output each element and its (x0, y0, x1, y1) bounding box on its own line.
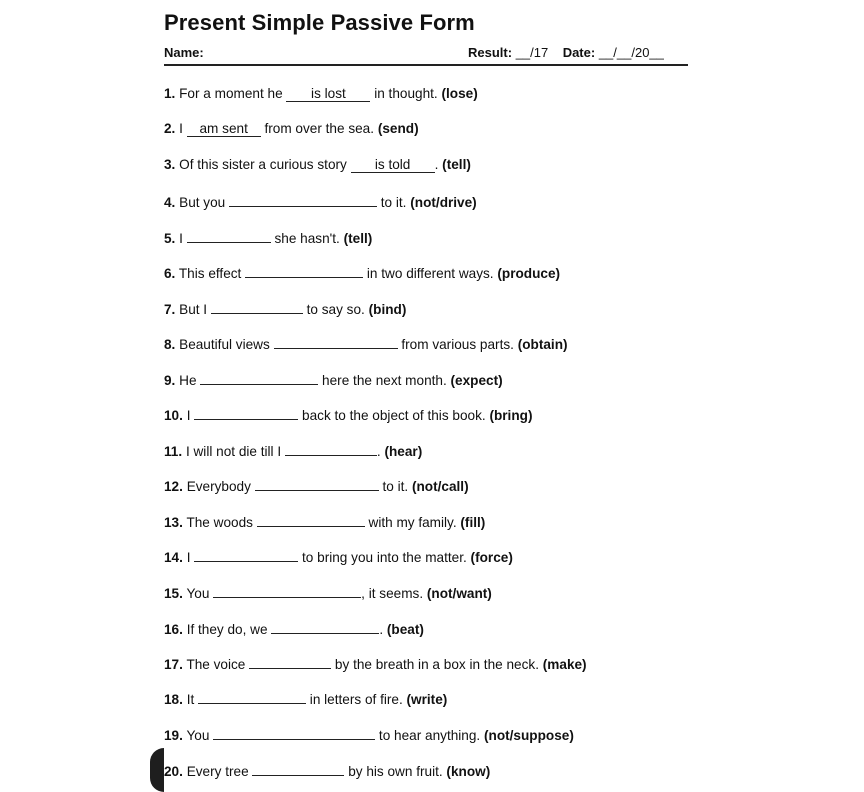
question-text-before: But I (179, 302, 211, 317)
name-label: Name: (164, 45, 204, 60)
verb-hint: (not/drive) (410, 195, 477, 210)
result-value: __/17 (515, 45, 549, 60)
question-item (164, 547, 513, 566)
question-number: 1. (164, 86, 176, 101)
question-item (164, 512, 485, 531)
verb-hint: (bring) (489, 408, 533, 423)
header-divider (164, 64, 688, 66)
question-text-before: If they do, we (186, 622, 272, 637)
question-item (164, 228, 372, 247)
question-text-after: in thought. (370, 86, 438, 101)
question-item (164, 334, 568, 353)
verb-hint: (tell) (442, 157, 471, 172)
worksheet (164, 0, 704, 792)
question-number: 8. (164, 337, 176, 352)
verb-hint: (not/call) (411, 479, 469, 494)
answer-blank[interactable] (274, 334, 398, 349)
question-text-after: by the breath in a box in the neck. (331, 657, 539, 672)
worksheet-title: Present Simple Passive Form (164, 10, 475, 35)
question-text-before: Of this sister a curious story (179, 157, 351, 172)
answer-blank[interactable] (271, 619, 379, 634)
verb-hint: (bind) (368, 302, 407, 317)
question-text-after: . (376, 444, 381, 459)
question-number: 3. (164, 157, 176, 172)
question-text-after: to it. (377, 195, 407, 210)
question-text-before: But you (179, 195, 229, 210)
question-number: 2. (164, 121, 176, 136)
question-text-before: You (186, 586, 214, 601)
question-text-after: , it seems. (361, 586, 424, 601)
answer-blank[interactable]: is told (351, 158, 435, 173)
question-item (164, 370, 503, 389)
question-text-before: Beautiful views (179, 337, 274, 352)
question-text-before: It (186, 692, 199, 707)
question-number: 16. (164, 622, 183, 637)
answer-blank[interactable] (252, 761, 344, 776)
question-text-after: in two different ways. (363, 266, 494, 281)
question-text-after: from over the sea. (260, 121, 375, 136)
question-item (164, 476, 469, 495)
date-value: __/__/20__ (598, 45, 664, 60)
question-text-before: For a moment he (179, 86, 287, 101)
question-text-after: to hear anything. (375, 728, 481, 743)
verb-hint: (beat) (386, 622, 424, 637)
question-text-before: I (186, 408, 195, 423)
verb-hint: (fill) (460, 515, 486, 530)
question-text-before: I (179, 121, 187, 136)
answer-blank[interactable] (187, 228, 271, 243)
verb-hint: (write) (406, 692, 448, 707)
question-number: 12. (164, 479, 183, 494)
question-text-after: here the next month. (318, 373, 447, 388)
question-text-before: The woods (186, 515, 257, 530)
question-text-after: back to the object of this book. (298, 408, 486, 423)
question-text-after: to say so. (302, 302, 365, 317)
question-number: 5. (164, 231, 176, 246)
verb-hint: (not/suppose) (483, 728, 574, 743)
verb-hint: (lose) (441, 86, 478, 101)
question-number: 20. (164, 764, 183, 779)
question-text-after: to bring you into the matter. (298, 550, 467, 565)
question-text-before: I (179, 231, 187, 246)
verb-hint: (make) (542, 657, 587, 672)
question-text-after: in letters of fire. (306, 692, 403, 707)
answer-blank[interactable] (211, 299, 303, 314)
answer-blank[interactable] (285, 441, 377, 456)
question-text-before: The voice (186, 657, 250, 672)
result-label: Result: (468, 45, 513, 60)
question-number: 19. (164, 728, 183, 743)
question-item (164, 725, 574, 744)
question-number: 14. (164, 550, 183, 565)
answer-blank[interactable] (255, 476, 379, 491)
question-text-after: she hasn't. (270, 231, 340, 246)
verb-hint: (hear) (384, 444, 423, 459)
answer-blank[interactable] (245, 263, 363, 278)
question-number: 18. (164, 692, 183, 707)
question-item (164, 654, 587, 673)
answer-blank[interactable] (249, 654, 331, 669)
question-item (164, 619, 424, 638)
question-text-after: . (379, 622, 384, 637)
question-number: 15. (164, 586, 183, 601)
page-edge-shadow (150, 748, 164, 792)
question-item (164, 192, 477, 211)
result-date-header (468, 45, 664, 60)
answer-blank[interactable] (229, 192, 377, 207)
question-number: 17. (164, 657, 183, 672)
question-number: 11. (164, 444, 183, 459)
verb-hint: (produce) (497, 266, 561, 281)
answer-blank[interactable]: am sent (187, 122, 261, 137)
question-item (164, 121, 419, 137)
question-text-before: I (186, 550, 195, 565)
answer-blank[interactable] (257, 512, 365, 527)
verb-hint: (tell) (343, 231, 373, 246)
verb-hint: (obtain) (517, 337, 568, 352)
answer-blank[interactable] (194, 405, 298, 420)
verb-hint: (expect) (450, 373, 503, 388)
date-label: Date: (562, 45, 596, 60)
answer-blank[interactable] (200, 370, 318, 385)
question-item (164, 761, 490, 780)
question-text-before: You (186, 728, 214, 743)
question-number: 13. (164, 515, 183, 530)
verb-hint: (know) (446, 764, 491, 779)
question-text-before: He (179, 373, 201, 388)
question-item (164, 689, 447, 708)
question-text-before: This effect (178, 266, 246, 281)
question-number: 6. (164, 266, 176, 281)
question-item (164, 583, 492, 602)
question-number: 10. (164, 408, 183, 423)
question-number: 9. (164, 373, 176, 388)
verb-hint: (not/want) (426, 586, 492, 601)
question-item (164, 405, 532, 424)
question-item (164, 263, 560, 282)
question-text-before: Every tree (186, 764, 253, 779)
answer-blank[interactable] (198, 689, 306, 704)
answer-blank[interactable] (213, 583, 361, 598)
question-item (164, 86, 478, 102)
question-item (164, 441, 422, 460)
verb-hint: (send) (377, 121, 419, 136)
question-text-after: to it. (378, 479, 409, 494)
question-text-before: I will not die till I (185, 444, 285, 459)
question-number: 7. (164, 302, 176, 317)
question-text-before: Everybody (186, 479, 255, 494)
question-item (164, 299, 406, 318)
question-text-after: from various parts. (397, 337, 514, 352)
answer-blank[interactable] (213, 725, 375, 740)
question-number: 4. (164, 195, 176, 210)
question-item (164, 157, 471, 173)
verb-hint: (force) (470, 550, 513, 565)
question-text-after: . (434, 157, 439, 172)
answer-blank[interactable] (194, 547, 298, 562)
answer-blank[interactable]: is lost (286, 87, 370, 102)
question-text-after: with my family. (364, 515, 457, 530)
question-text-after: by his own fruit. (344, 764, 443, 779)
